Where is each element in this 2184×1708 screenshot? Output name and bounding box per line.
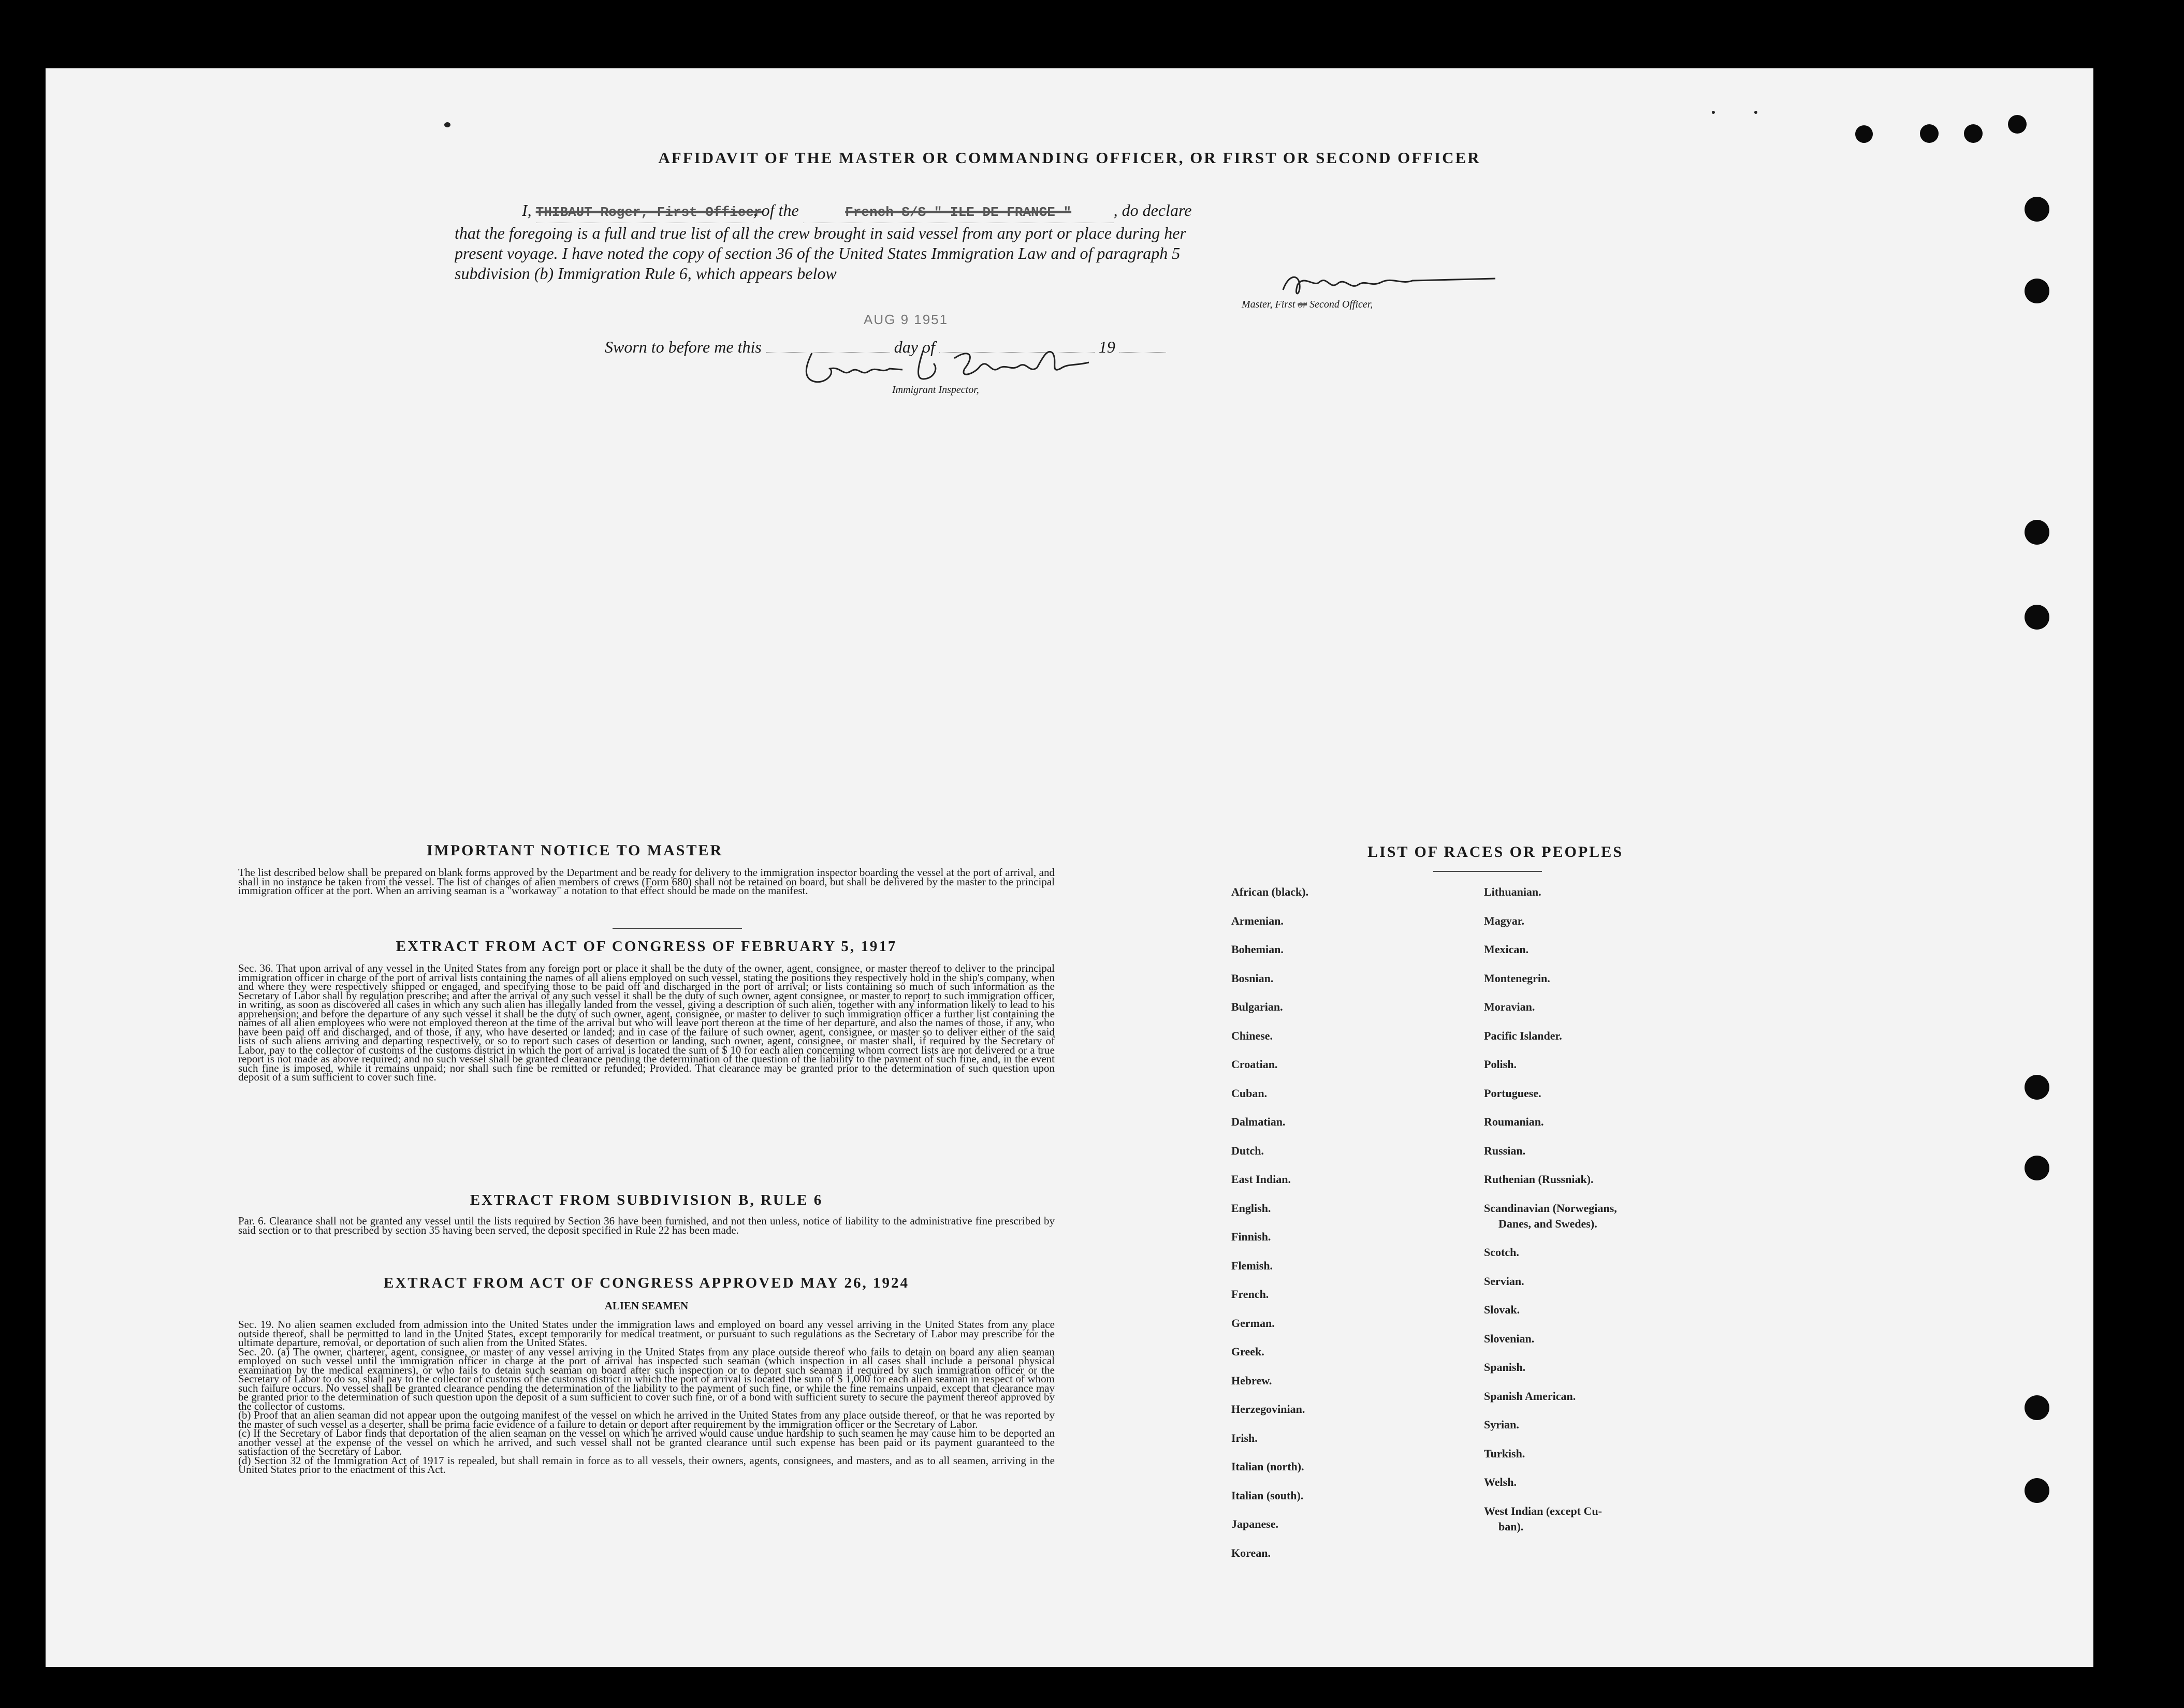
declaration-of-the: , of the <box>753 201 799 220</box>
race-item: Hebrew. <box>1231 1374 1272 1387</box>
race-item: Greek. <box>1231 1345 1264 1358</box>
declaration-line-4: subdivision (b) Immigration Rule 6, which appears below <box>455 264 837 283</box>
race-item: Scotch. <box>1484 1246 1519 1259</box>
sworn-year: 19 <box>1098 338 1115 356</box>
race-item: Korean. <box>1231 1546 1271 1559</box>
alien-seamen-subtitle: ALIEN SEAMEN <box>604 1300 689 1312</box>
master-label-master: Master, <box>1242 299 1273 310</box>
race-item: English. <box>1231 1201 1271 1215</box>
extract-1917-text: Sec. 36. That upon arrival of any vessel in the United States from any foreign port or place it shall be the duty of the owner, agent, consignee, or master thereof to deliver to the principal immigration officer in charge of the port of arrival lists containing the names of all aliens employed on such vessel, stating the positions they respectively hold in the ship's company, when and where they were respectively shipped or engaged, and specifying those to be paid off and discharged in the port of arrival; or lists containing so much of such information as the Secretary of Labor shall by regulation prescribe; and after the arrival of any such vessel it shall be the duty of such owner, agent consignee, or master to report to such immigration officer, in writing, as soon as discovered all cases in which any such alien has illegally landed from the vessel, giving a description of such alien, together with any information likely to lead to his apprehension; and before the departure of any such vessel it shall be the duty of such owner, agent, consignee, or master to deliver to such immigration officer a further list containing the names of all alien employees who were not employed thereon at the time of the arrival but who will leave port thereon at the time of her departure, and also the names of those, if any, who have been paid off and discharged, and of those, if any, who have deserted or landed; and in case of the failure of such owner, agent, consignee, or master so to deliver either of the said lists of such aliens arriving and departing respectively, or so to report such cases of desertion or landing, such owner, agent, consignee, or master shall, if required by the Secretary of Labor, pay to the collector of customs of the customs district in which the port of arrival is located the sum of $ 10 for each alien concerning whom correct lists are not delivered or a true report is not made as above required; and no such vessel shall be granted clearance pending the determination of the question of the liability to the payment of such fine, and, in the event such fine is imposed, while it remains unpaid; nor shall such fine be remitted or refunded; Provided. That clearance may be granted prior to the determination of such question upon deposit of a sum sufficient to cover such fine. <box>238 962 1055 1083</box>
affidavit-title: AFFIDAVIT OF THE MASTER OR COMMANDING OFFICER, OR FIRST OR SECOND OFFICER <box>658 149 1481 167</box>
race-item: Flemish. <box>1231 1259 1273 1272</box>
punch-hole <box>2025 1478 2049 1503</box>
punch-hole <box>2025 1156 2049 1180</box>
race-item: Herzegovinian. <box>1231 1403 1305 1415</box>
section-19-text: Sec. 19. No alien seamen excluded from admission into the United States under the immigration laws and employed on board any vessel arriving in the United States from any place outside thereof, shall be permitted to land in the United States, except temporarily for medical treatment, or pursuant to such regulations as the Secretary of Labor may prescribe for the ultimate departure, removal, or deportation of such alien from the United States. <box>238 1318 1055 1349</box>
sworn-text: Sworn to before me this <box>605 338 762 356</box>
race-item: Ruthenian (Russniak). <box>1484 1173 1594 1186</box>
date-stamp: AUG 9 1951 <box>864 312 949 327</box>
punch-hole <box>1920 124 1939 143</box>
vessel-name: French S/S " ILE DE FRANCE " <box>845 205 1072 220</box>
race-item: Bulgarian. <box>1231 1000 1283 1013</box>
sworn-day-of: day of <box>894 338 935 356</box>
race-item: Italian (south). <box>1231 1488 1304 1502</box>
punch-hole <box>2025 197 2049 222</box>
master-signature <box>1278 269 1506 300</box>
ink-speck <box>1712 111 1715 114</box>
extract-1924-body <box>238 1320 1055 1475</box>
race-item: Syrian. <box>1484 1418 1519 1431</box>
master-label-second: Second Officer, <box>1309 299 1373 310</box>
master-label-first: First <box>1275 299 1295 310</box>
race-item: Russian. <box>1484 1144 1526 1157</box>
punch-hole <box>1855 125 1873 143</box>
declaration-do-declare: , do declare <box>1113 201 1192 220</box>
notice-text: The list described below shall be prepared on blank forms approved by the Department and be ready for delivery to the immigration inspector boarding the vessel at the port of arrival, and shall in no instance be taken from the vessel. The list of changes of alien members of crews (Form 680) shall not be retained on board, but shall be delivered by the master to the principal immigration officer at the port. When an arriving seaman is a "workaway" a notation to that effect should be made on the manifest. <box>238 866 1055 897</box>
race-item: Moravian. <box>1484 1000 1535 1013</box>
race-item: Magyar. <box>1484 914 1525 927</box>
race-item: Japanese. <box>1231 1517 1279 1530</box>
master-officer-label <box>1242 299 1373 311</box>
extract-1917-title: EXTRACT FROM ACT OF CONGRESS OF FEBRUARY 5, 1917 <box>396 938 897 955</box>
race-item: Mexican. <box>1484 943 1529 956</box>
race-item: Dalmatian. <box>1231 1115 1286 1128</box>
races-title: LIST OF RACES OR PEOPLES <box>1367 843 1623 860</box>
race-item: Turkish. <box>1484 1447 1525 1460</box>
race-item: Portuguese. <box>1484 1086 1541 1100</box>
race-item: Cuban. <box>1231 1086 1268 1100</box>
race-item: Lithuanian. <box>1484 885 1541 898</box>
punch-hole <box>2025 279 2049 303</box>
race-item: Finnish. <box>1231 1230 1271 1243</box>
declaration-line-3: present voyage. I have noted the copy of section 36 of the United States Immigration Law and of paragraph 5 <box>455 244 1181 262</box>
punch-hole <box>2025 1075 2049 1100</box>
subdivision-b-title: EXTRACT FROM SUBDIVISION B, RULE 6 <box>470 1192 823 1208</box>
race-item: French. <box>1231 1288 1269 1301</box>
race-item: Polish. <box>1484 1058 1517 1071</box>
punch-hole <box>2025 605 2049 630</box>
race-item: Chinese. <box>1231 1029 1273 1042</box>
race-item: Dutch. <box>1231 1144 1264 1157</box>
race-item: Croatian. <box>1231 1058 1278 1071</box>
race-item: West Indian (except Cu- <box>1484 1504 1602 1517</box>
race-item: Montenegrin. <box>1484 971 1550 985</box>
race-item: Spanish American. <box>1484 1389 1576 1403</box>
subdivision-b-text: Par. 6. Clearance shall not be granted any vessel until the lists required by Section 36 have been furnished, and not then unless, notice of liability to the administrative fine prescribed by said section or to that prescribed by section 35 having been served, the deposit specified in Rule 22 has been made. <box>238 1215 1055 1236</box>
master-label-or: or <box>1298 299 1307 310</box>
race-item: Danes, and Swedes). <box>1498 1217 1597 1230</box>
declaration-i: I, <box>522 201 532 220</box>
race-item: Roumanian. <box>1484 1115 1544 1128</box>
race-item: Armenian. <box>1231 914 1284 927</box>
race-item: Welsh. <box>1484 1476 1517 1488</box>
punch-hole <box>1964 124 1983 143</box>
ink-speck <box>1754 111 1757 114</box>
race-item: Scandinavian (Norwegians, <box>1484 1201 1617 1215</box>
section-20b-text: (b) Proof that an alien seaman did not appear upon the outgoing manifest of the vessel on which he arrived in the United States from any place outside thereof, or that he was reported by the master of such vessel as a deserter, shall be prima facie evidence of a failure to detain or deport after requirement by the immigration officer or the Secretary of Labor. <box>238 1409 1055 1430</box>
section-20a-text: Sec. 20. (a) The owner, charterer, agent, consignee, or master of any vessel arriving in the United States from any place outside thereof who fails to detain on board any alien seaman employed on such vessel until the immigration officer in charge at the port of arrival has inspected such seaman (which inspection in all cases shall include a personal physical examination by the medical examiners), or who fails to detain such seaman on board after such inspection or to deport such seaman if required by such immigration officer or the Secretary of Labor to do so, shall pay to the collector of customs of the customs district in which the port of arrival is located the sum of $ 1,000 for each alien seaman in respect of whom such failure occurs. No vessel shall be granted clearance pending the determination of the liability to the payment of such fine, or while the fine remains unpaid, except that clearance may be granted prior to the determination of such question upon the deposit of a sum sufficient to cover such fine, or of a bond with sufficient surety to secure the payment thereof approved by the collector of customs. <box>238 1345 1055 1412</box>
divider <box>613 928 742 929</box>
race-item: Pacific Islander. <box>1484 1029 1562 1042</box>
section-20d-text: (d) Section 32 of the Immigration Act of 1917 is repealed, but shall remain in force as to all vessels, their owners, agents, consignees, and masters, and as to all seamen, arriving in the United States prior to the enactment of this Act. <box>238 1454 1055 1476</box>
officer-name: THIBAUT Roger, First Officer <box>535 205 762 220</box>
race-item: East Indian. <box>1231 1173 1291 1186</box>
punch-hole <box>2008 115 2027 134</box>
punch-hole <box>2025 1395 2049 1420</box>
declaration-line-2: that the foregoing is a full and true list of all the crew brought in said vessel from any port or place during her <box>455 224 1186 242</box>
race-item: Italian (north). <box>1231 1460 1304 1473</box>
section-20c-text: (c) If the Secretary of Labor finds that deportation of the alien seaman on the vessel on which he arrived would cause undue hardship to such seamen he may cause him to be deported an another vessel at the expense of the vessel on which he arrived, and such vessel shall not be granted clearance until such expense has been paid or its payment guaranteed to the satisfaction of the Secretary of Labor. <box>238 1427 1055 1457</box>
race-item: Slovak. <box>1484 1303 1520 1316</box>
race-item: German. <box>1231 1316 1275 1330</box>
race-item: Bosnian. <box>1231 971 1274 985</box>
inspector-label: Immigrant Inspector, <box>892 384 979 396</box>
race-item: Spanish. <box>1484 1361 1526 1374</box>
document-page <box>46 68 2093 1667</box>
extract-1924-title: EXTRACT FROM ACT OF CONGRESS APPROVED MAY 26, 1924 <box>384 1275 909 1291</box>
race-item: Irish. <box>1231 1431 1258 1444</box>
race-item: Slovenian. <box>1484 1332 1535 1345</box>
ink-speck <box>444 122 450 127</box>
race-item: Bohemian. <box>1231 943 1284 956</box>
race-item: ban). <box>1498 1520 1524 1533</box>
race-item: Servian. <box>1484 1274 1524 1288</box>
divider <box>1433 871 1542 872</box>
race-item: African (black). <box>1231 885 1309 898</box>
punch-hole <box>2025 520 2049 545</box>
notice-title: IMPORTANT NOTICE TO MASTER <box>426 842 723 859</box>
